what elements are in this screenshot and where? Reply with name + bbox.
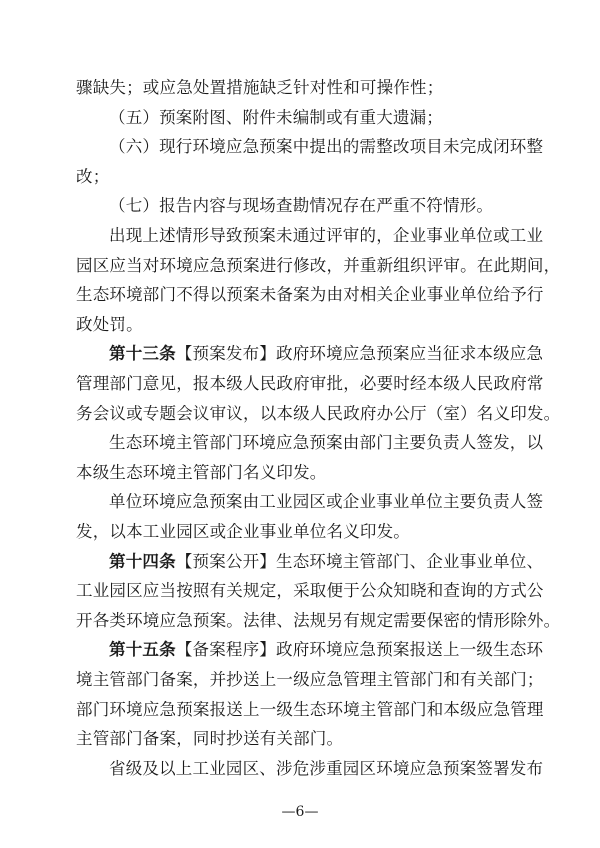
text-line: 省级及以上工业园区、涉危涉重园区环境应急预案签署发布 [109,758,544,778]
text-line: 出现上述情形导致预案未通过评审的，企业事业单位或工业 [109,226,544,245]
text-line: （五）预案附图、附件未编制或有重大遗漏； [109,107,443,127]
text-line: 改； [76,166,110,186]
text-line: 开各类环境应急预案。法律、法规另有规定需要保密的情形除外。 [76,610,561,630]
article-15-line: 第十五条【备案程序】政府环境应急预案报送上一级生态环 [109,640,544,660]
text-line: 务会议或专题会议审议，以本级人民政府办公厅（室）名义印发。 [76,403,561,423]
text-line: 工业园区应当按照有关规定，采取便于公众知晓和查询的方式公 [76,581,544,601]
article-13-heading: 第十三条 [109,344,176,364]
article-15-heading: 第十五条 [109,640,176,660]
article-13-line: 第十三条【预案发布】政府环境应急预案应当征求本级应急 [109,344,544,364]
article-14-heading: 第十四条 [109,551,176,571]
page-number: —6— [281,804,319,820]
text-line: （六）现行环境应急预案中提出的需整改项目未完成闭环整 [109,137,544,157]
text-line: 部门环境应急预案报送上一级生态环境主管部门和本级应急管理 [76,699,544,719]
text-line: 生态环境主管部门环境应急预案由部门主要负责人签发，以 [109,433,544,453]
text-line: 境主管部门备案，并抄送上一级应急管理主管部门和有关部门； [76,670,544,689]
text-line: 政处罚。 [76,314,143,334]
text-line: （七）报告内容与现场查勘情况存在严重不符情形。 [109,196,494,216]
text-line: 主管部门备案，同时抄送有关部门。 [76,729,344,749]
text-line: 单位环境应急预案由工业园区或企业事业单位主要负责人签 [109,492,544,512]
text-line: 发，以本工业园区或企业事业单位名义印发。 [76,522,410,541]
article-14-line: 第十四条【预案公开】生态环境主管部门、企业事业单位、 [109,551,544,571]
text-line: 生态环境部门不得以预案未备案为由对相关企业事业单位给予行 [76,285,544,305]
text-line: 管理部门意见，报本级人民政府审批，必要时经本级人民政府常 [76,374,544,393]
text-line: 骤缺失；或应急处置措施缺乏针对性和可操作性； [76,78,444,97]
text-line: 本级生态环境主管部门名义印发。 [76,462,327,482]
text-line: 园区应当对环境应急预案进行修改，并重新组织评审。在此期间， [76,255,561,275]
